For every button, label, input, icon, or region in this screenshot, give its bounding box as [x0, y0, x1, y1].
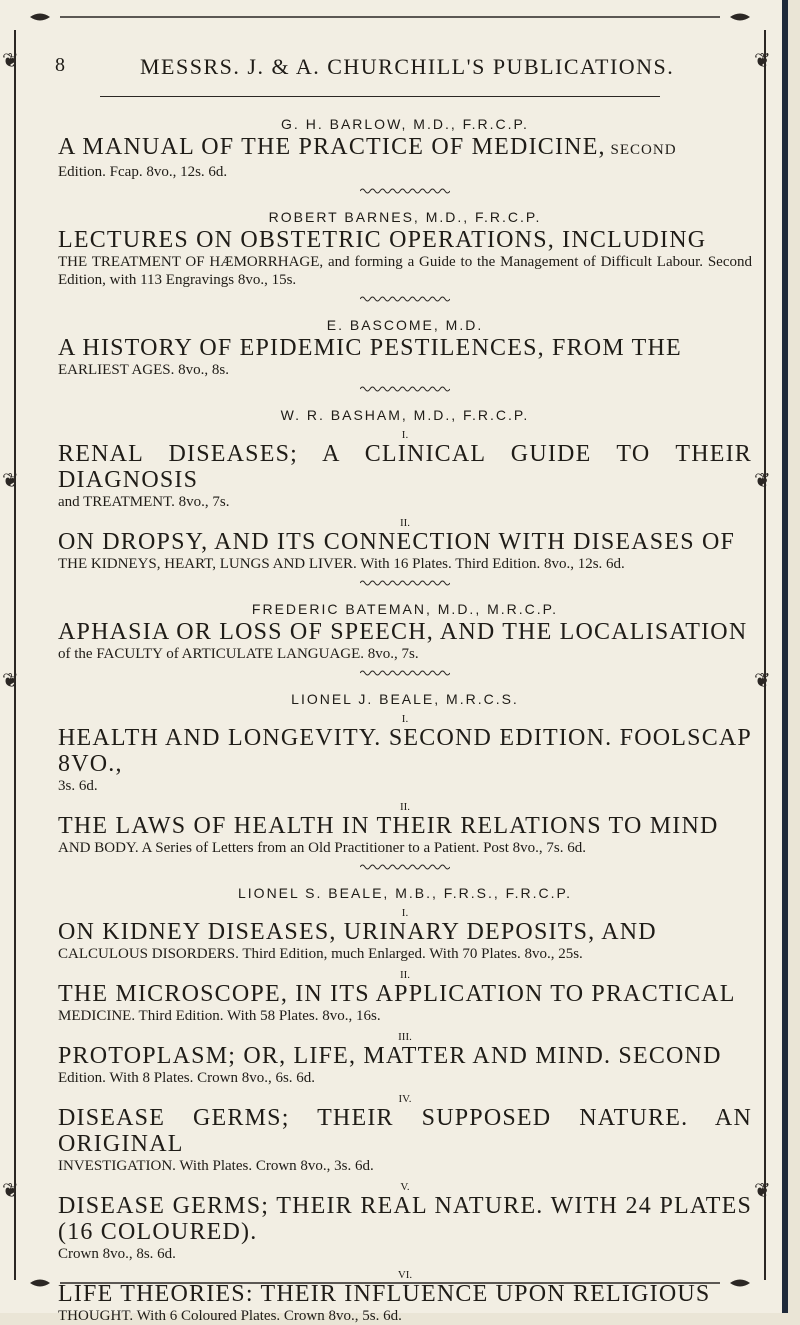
author-heading: FREDERIC BATEMAN, M.D., M.R.C.P.	[251, 601, 559, 617]
publication-entry	[58, 801, 752, 857]
publication-title	[58, 725, 752, 777]
vine-ornament-icon: ❦	[754, 48, 771, 72]
publication-details: Edition. With 8 Plates. Crown 8vo., 6s. 6d.	[58, 1070, 316, 1086]
publication-title	[58, 619, 752, 645]
wavy-divider-icon	[360, 385, 450, 393]
publication-details: INVESTIGATION. With Plates. Crown 8vo., 3s. 6d.	[58, 1158, 374, 1174]
entry-numeral: II.	[399, 801, 411, 813]
author-heading: LIONEL J. BEALE, M.R.C.S.	[291, 691, 519, 707]
vine-ornament-icon: ❦	[2, 468, 19, 492]
publication-title	[58, 441, 752, 493]
catalogue-listing	[58, 104, 752, 1325]
publication-entry	[58, 1093, 752, 1175]
publication-title	[58, 529, 752, 555]
publication-entry	[58, 134, 752, 181]
entry-numeral: II.	[399, 517, 411, 529]
publication-details: EARLIEST AGES. 8vo., 8s.	[58, 362, 229, 378]
publication-title-text: APHASIA OR LOSS OF SPEECH, AND THE LOCALISATION	[58, 619, 748, 645]
author-heading: W. R. BASHAM, M.D., F.R.C.P.	[280, 407, 530, 423]
author-heading: LIONEL S. BEALE, M.B., F.R.S., F.R.C.P.	[238, 885, 572, 901]
publication-title	[58, 1043, 752, 1069]
wavy-divider-icon	[360, 579, 450, 587]
publication-entry	[58, 227, 752, 289]
vine-ornament-icon: ❦	[2, 668, 19, 692]
running-title: MESSRS. J. & A. CHURCHILL'S PUBLICATIONS.	[140, 54, 675, 79]
publication-title	[58, 1105, 752, 1157]
publication-details: MEDICINE. Third Edition. With 58 Plates. 8vo., 16s.	[58, 1008, 381, 1024]
publication-title	[58, 919, 752, 945]
publication-entry	[58, 335, 752, 379]
entry-numeral: I.	[401, 907, 409, 919]
publication-title-text: DISEASE GERMS; THEIR SUPPOSED NATURE. AN ORIGINAL	[58, 1105, 752, 1157]
publication-title	[58, 813, 752, 839]
publication-details: THOUGHT. With 6 Coloured Plates. Crown 8vo., 5s. 6d.	[58, 1308, 402, 1324]
publication-title	[58, 134, 752, 163]
publication-details: Edition. Fcap. 8vo., 12s. 6d.	[58, 164, 228, 180]
left-border	[0, 30, 28, 1280]
author-heading: E. BASCOME, M.D.	[326, 317, 484, 333]
page-header	[0, 54, 782, 84]
publication-details: Crown 8vo., 8s. 6d.	[58, 1246, 176, 1262]
entry-numeral: II.	[399, 969, 411, 981]
wavy-divider-icon	[360, 187, 450, 195]
header-rule	[100, 96, 660, 97]
publication-entry	[58, 907, 752, 963]
vine-ornament-icon: ❦	[754, 668, 771, 692]
publication-entry	[58, 1031, 752, 1087]
publication-title-text: A MANUAL OF THE PRACTICE OF MEDICINE,	[58, 134, 606, 160]
entry-numeral: III.	[398, 1031, 412, 1043]
publication-details: AND BODY. A Series of Letters from an Old Practitioner to a Patient. Post 8vo., 7s. 6d.	[58, 840, 587, 856]
publication-title	[58, 1193, 752, 1245]
publication-entry	[58, 619, 752, 663]
publication-entry	[58, 429, 752, 511]
publication-title-text: PROTOPLASM; OR, LIFE, MATTER AND MIND. SECOND	[58, 1043, 722, 1069]
publication-title-text: HEALTH AND LONGEVITY. SECOND EDITION. FOOLSCAP 8VO.,	[58, 725, 752, 777]
vine-ornament-icon: ❦	[754, 1178, 771, 1202]
author-heading: ROBERT BARNES, M.D., F.R.C.P.	[268, 209, 542, 225]
publication-title-text: LECTURES ON OBSTETRIC OPERATIONS, INCLUDING	[58, 227, 707, 253]
publication-entry	[58, 1269, 752, 1325]
publication-title-tail: SECOND	[605, 142, 677, 158]
publication-details: 3s. 6d.	[58, 778, 98, 794]
publication-title	[58, 1281, 752, 1307]
publication-title	[58, 981, 752, 1007]
publication-title-text: THE MICROSCOPE, IN ITS APPLICATION TO PRACTICAL	[58, 981, 736, 1007]
vine-ornament-icon: ❦	[754, 468, 771, 492]
publication-title-text: ON KIDNEY DISEASES, URINARY DEPOSITS, AND	[58, 919, 657, 945]
publication-entry	[58, 517, 752, 573]
vine-ornament-icon: ❦	[2, 1178, 19, 1202]
publication-title	[58, 335, 752, 361]
publication-details: THE TREATMENT OF HÆMORRHAGE, and forming a Guide to the Management of Difficult Labour. Second Edition, with 113 Engravings 8vo., 15s.	[58, 254, 752, 288]
page-number: 8	[55, 54, 65, 76]
publication-title-text: RENAL DISEASES; A CLINICAL GUIDE TO THEIR DIAGNOSIS	[58, 441, 752, 493]
publication-details: THE KIDNEYS, HEART, LUNGS AND LIVER. With 16 Plates. Third Edition. 8vo., 12s. 6d.	[58, 556, 625, 572]
entry-numeral: I.	[401, 713, 409, 725]
entry-numeral: VI.	[397, 1269, 413, 1281]
publication-title-text: THE LAWS OF HEALTH IN THEIR RELATIONS TO MIND	[58, 813, 719, 839]
publication-entry	[58, 713, 752, 795]
publication-entry	[58, 969, 752, 1025]
entry-numeral: I.	[401, 429, 409, 441]
publication-title-text: DISEASE GERMS; THEIR REAL NATURE. WITH 24 PLATES (16 COLOURED).	[58, 1193, 752, 1245]
author-heading: G. H. BARLOW, M.D., F.R.C.P.	[281, 116, 529, 132]
entry-numeral: V.	[400, 1181, 410, 1193]
publication-details: CALCULOUS DISORDERS. Third Edition, much Enlarged. With 70 Plates. 8vo., 25s.	[58, 946, 583, 962]
publication-details: and TREATMENT. 8vo., 7s.	[58, 494, 230, 510]
wavy-divider-icon	[360, 863, 450, 871]
publication-entry	[58, 1181, 752, 1263]
vine-ornament-icon: ❦	[2, 48, 19, 72]
wavy-divider-icon	[360, 669, 450, 677]
publication-title-text: A HISTORY OF EPIDEMIC PESTILENCES, FROM THE	[58, 335, 682, 361]
publication-title	[58, 227, 752, 253]
top-border-ornament-icon	[20, 8, 760, 26]
publication-title-text: LIFE THEORIES: THEIR INFLUENCE UPON RELIGIOUS	[58, 1281, 711, 1307]
wavy-divider-icon	[360, 295, 450, 303]
publication-details: of the FACULTY of ARTICULATE LANGUAGE. 8vo., 7s.	[58, 646, 419, 662]
entry-numeral: IV.	[398, 1093, 412, 1105]
right-border	[752, 30, 780, 1280]
publication-title-text: ON DROPSY, AND ITS CONNECTION WITH DISEASES OF	[58, 529, 736, 555]
